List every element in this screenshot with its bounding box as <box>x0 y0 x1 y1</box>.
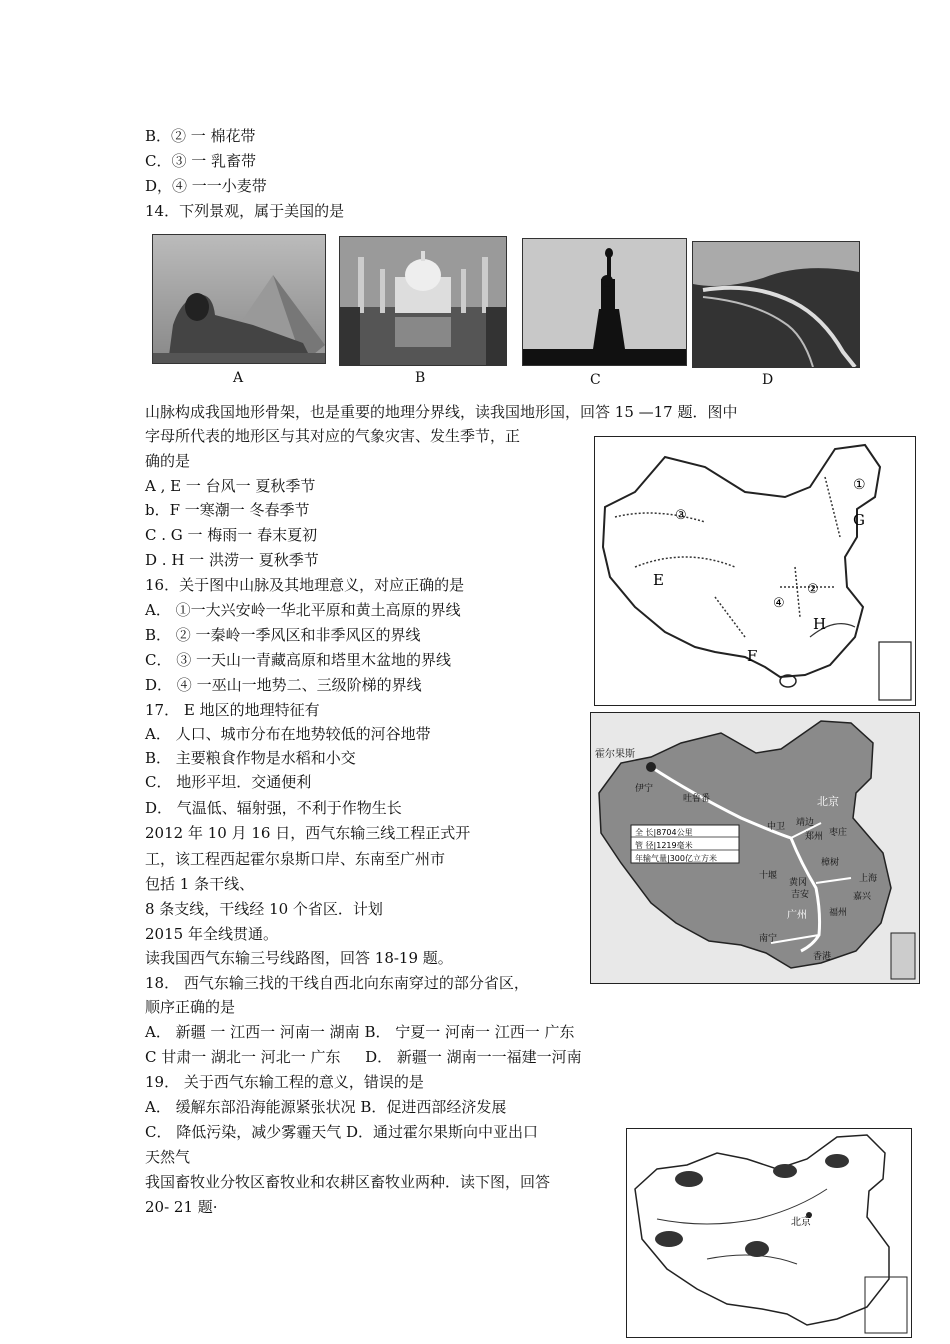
photo-statue-of-liberty <box>522 238 687 366</box>
passage-18-b: 工，该工程西起霍尔泉斯口岸、东南至广州市 <box>145 850 446 868</box>
options-ab-18: A． 新疆 一 江西一 河南一 湖南 B． 宁夏一 河南一 江西一 广东 <box>145 1023 575 1041</box>
option-d-15: D . H 一 洪涝一 夏秋季节 <box>145 551 319 569</box>
photo-label-c: C <box>590 372 601 388</box>
option-b-17: B． 主要粮食作物是水稻和小交 <box>145 749 356 767</box>
map1-label-g: G <box>853 511 865 529</box>
map2-label-guangzhou: 广州 <box>787 910 807 921</box>
options-cd-19-cont: 天然气 <box>145 1148 191 1166</box>
terrain-map <box>594 436 916 706</box>
map2-table-row-1: 全 长|8704公里 <box>635 828 693 837</box>
option-a-15: A , E 一 台风一 夏秋季节 <box>145 477 316 495</box>
intro-15-17: 山脉构成我国地形骨架，也是重要的地理分界线，读我国地形国，回答 15 —17 题．图中 <box>145 403 738 421</box>
question-19: 19． 关于西气东输工程的意义，错误的是 <box>145 1073 424 1091</box>
map2-label-zaozhuang: 枣庄 <box>829 828 848 838</box>
option-d-16: D． ④ 一巫山一地势二、三级阶梯的界线 <box>145 676 422 694</box>
map2-label-turpan: 吐鲁番 <box>683 794 711 804</box>
map2-label-zhengzhou: 郑州 <box>805 832 824 842</box>
photo-label-a: A <box>233 370 244 386</box>
map1-label-f: F <box>747 647 758 665</box>
map2-table-row-3: 年输气量|300亿立方米 <box>635 854 717 863</box>
map1-label-1: ① <box>853 477 866 493</box>
pipeline-map <box>590 712 920 984</box>
option-c-13: C．③ 一 乳畜带 <box>145 152 257 170</box>
option-a-17: A． 人口、城市分布在地势较低的河谷地带 <box>145 725 431 743</box>
option-b-15: b．F 一寒潮一 冬春季节 <box>145 501 310 519</box>
photo-taj-mahal <box>339 236 507 366</box>
map2-label-yining: 伊宁 <box>635 784 654 794</box>
map2-label-horgos: 霍尔果斯 <box>595 749 635 760</box>
map2-label-shiyan: 十堰 <box>759 871 778 881</box>
photo-label-b: B <box>415 370 426 386</box>
option-b-13: B．② 一 棉花带 <box>145 127 256 145</box>
map1-label-4: ④ <box>773 596 785 611</box>
photo-label-d: D <box>762 372 774 388</box>
passage-18-e: 2015 年全线贯通。 <box>145 925 278 943</box>
intro-20-21: 我国畜牧业分牧区畜牧业和农耕区畜牧业两种．读下图，回答 <box>145 1173 551 1191</box>
question-15-a: 字母所代表的地形区与其对应的气象灾害、发生季节，正 <box>145 427 521 445</box>
map3-label-beijing: 北京 <box>791 1217 811 1228</box>
map2-label-jian: 吉安 <box>791 890 810 900</box>
map2-label-beijing: 北京 <box>817 795 839 808</box>
map2-label-fuzhou: 福州 <box>829 908 848 918</box>
options-ab-19: A． 缓解东部沿海能源紧张状况 B．促进西部经济发展 <box>145 1098 507 1116</box>
photo-great-wall <box>692 241 860 368</box>
passage-18-c: 包括 1 条干线、 <box>145 875 255 893</box>
option-b-16: B． ② 一秦岭一季风区和非季风区的界线 <box>145 626 421 644</box>
options-cd-18: C 甘肃一 湖北一 河北一 广东 D． 新疆一 湖南一一福建一河南 <box>145 1048 582 1066</box>
option-c-15: C . G 一 梅雨一 春末夏初 <box>145 526 318 544</box>
map2-label-zhongwei: 中卫 <box>767 822 786 832</box>
map1-label-e: E <box>653 571 664 589</box>
map2-label-nanning: 南宁 <box>759 934 778 944</box>
map2-label-shanghai: 上海 <box>859 874 878 884</box>
option-a-16: A． ①一大兴安岭一华北平原和黄土高原的界线 <box>145 601 461 619</box>
passage-18-d: 8 条支线，干线经 10 个省区．计划 <box>145 900 383 918</box>
map2-label-huanggang: 黄冈 <box>789 878 808 888</box>
passage-18-a: 2012 年 10 月 16 日，西气东输三线工程正式开 <box>145 824 471 842</box>
question-18-b: 顺序正确的是 <box>145 998 236 1016</box>
photo-sphinx <box>152 234 326 364</box>
intro-20-21-cont: 20- 21 题· <box>145 1198 218 1216</box>
question-18-a: 18． 西气东输三找的干线自西北向东南穿过的部分省区， <box>145 974 529 992</box>
option-d-17: D． 气温低、辐射强，不利于作物生长 <box>145 799 402 817</box>
passage-18-f: 读我国西气东输三号线路图，回答 18-19 题。 <box>145 949 453 967</box>
question-14: 14．下列景观，属于美国的是 <box>145 202 345 220</box>
livestock-map <box>626 1128 912 1338</box>
question-16: 16．关于图中山脉及其地理意义，对应正确的是 <box>145 576 465 594</box>
map1-label-h: H <box>813 615 827 633</box>
option-d-13: D，④ 一一小麦带 <box>145 177 267 195</box>
map2-label-jiaxing: 嘉兴 <box>853 892 872 902</box>
map2-label-zhangshu: 樟树 <box>821 858 840 868</box>
map1-label-3: ③ <box>675 508 687 523</box>
option-c-16: C． ③ 一天山一青藏高原和塔里木盆地的界线 <box>145 651 452 669</box>
map2-table-row-2: 管 径|1219毫米 <box>635 841 693 850</box>
map2-label-jingbian: 靖边 <box>796 818 815 828</box>
question-17: 17． E 地区的地理特征有 <box>145 701 320 719</box>
option-c-17: C． 地形平坦．交通便利 <box>145 773 312 791</box>
map2-label-hongkong: 香港 <box>813 952 832 962</box>
map1-label-2: ② <box>807 582 819 597</box>
options-cd-19: C． 降低污染，减少雾霾天气 D．通过霍尔果斯向中亚出口 <box>145 1123 539 1141</box>
question-15-b: 确的是 <box>145 452 191 470</box>
